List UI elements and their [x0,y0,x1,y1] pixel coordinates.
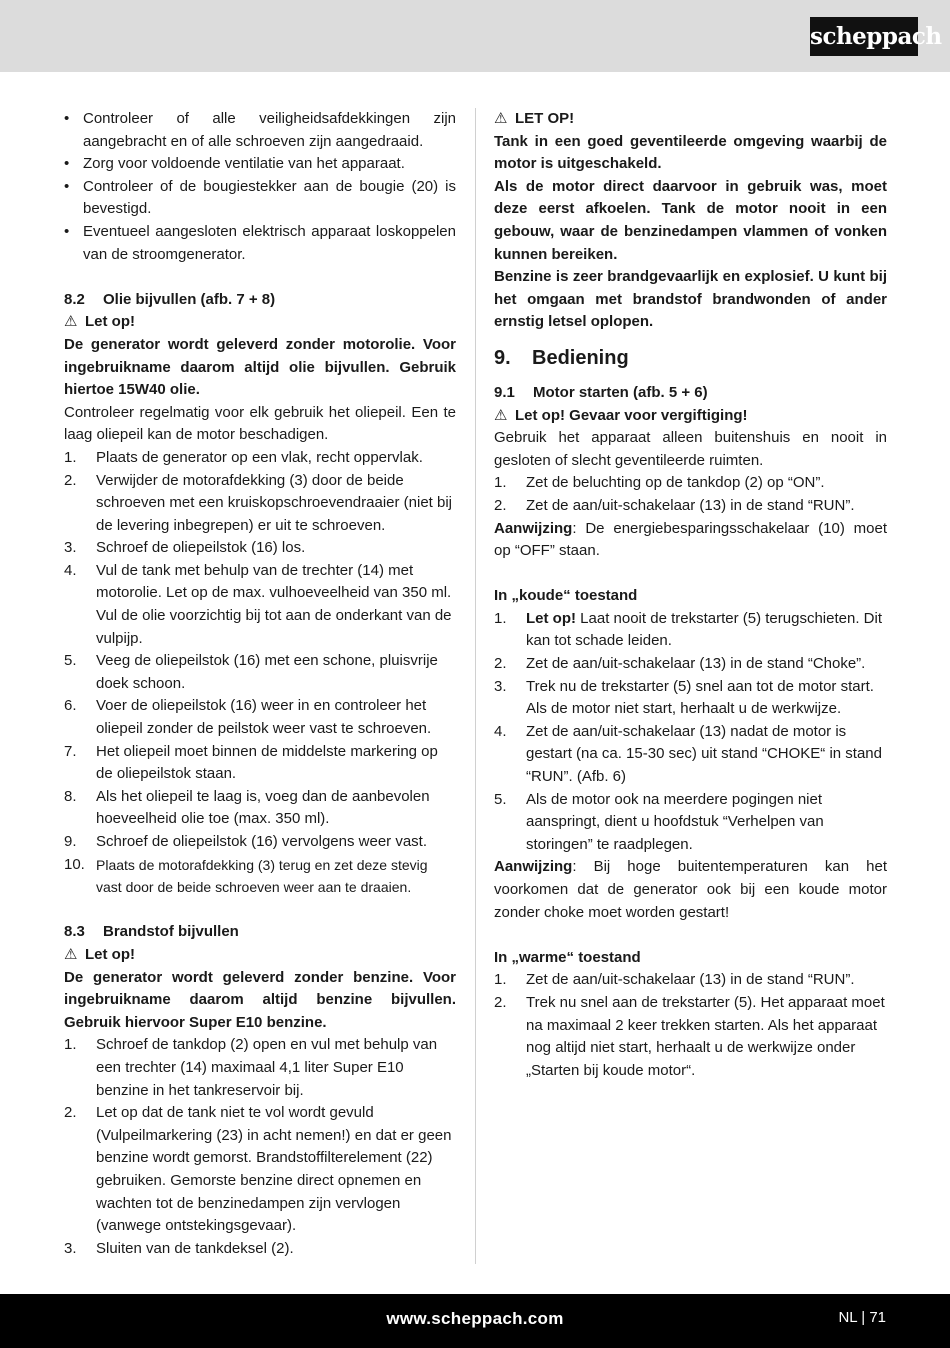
warning-label: ⚠ Let op! [64,944,456,967]
list-item: 1. Schroef de tankdop (2) open en vul met behulp van een trechter (14) maximaal 4,1 liter Super E10 benzine in het tankreservoir bij. [64,1036,438,1099]
warning-icon: ⚠ [64,945,78,963]
chapter-heading-9: 9. Bediening [494,346,629,369]
list-item: 2. Verwijder de motorafdekking (3) door de beide schroeven met een kruiskopschroevendraaier (niet bij de levering inbegrepen) er uit te schroeven. [64,471,453,534]
section-heading-9-1: 9.1 Motor starten (afb. 5 + 6) [494,383,708,401]
subheading-warm: In „warme“ toestand [494,948,641,966]
section-heading-8-2: 8.2 Olie bijvullen (afb. 7 + 8) [64,290,276,308]
list-item: • Controleer of de bougiestekker aan de bougie (20) is bevestigd. [64,176,456,221]
bullet-icon: • [64,155,70,173]
list-item: 2. Let op dat de tank niet te vol wordt gevuld (Vulpeilmarkering (23) in acht nemen!) en dat er geen benzine wordt gemorst. Brandstoffilterelement (22) gebruiken. Gemorste benzine direct opnemen en wachten tot de benzinedampen zijn vervlogen (vanwege ontstekingsgevaar). [64,1104,452,1235]
warning-label: ⚠ Let op! Gevaar voor vergiftiging! [494,405,887,428]
list-item: 4. Vul de tank met behulp van de trechter (14) met motorolie. Let op de max. vulhoeveelheid van 350 ml. Vul de olie voorzichtig bij tot aan de onderkant van de vulpijp. [64,561,452,647]
list-item: 10. Plaats de motorafdekking (3) terug en zet deze stevig vast door de beide schroeven weer aan te draaien. [64,855,428,896]
list-item: 7. Het oliepeil moet binnen de middelste markering op de oliepeilstok staan. [64,742,438,783]
list-item: 1. Zet de aan/uit-schakelaar (13) in de stand “RUN”. [494,971,855,989]
warning-text: De generator wordt geleverd zonder motorolie. Voor ingebruikname daarom altijd olie bijvullen. Gebruik hiertoe 15W40 olie. [64,335,456,399]
list-item: 3. Trek nu de trekstarter (5) snel aan tot de motor start. Als de motor niet start, herhaalt u de werkwijze. [494,677,874,718]
list-item: 5. Als de motor ook na meerdere pogingen niet aanspringt, dient u hoofdstuk “Verhelpen van storingen” te raadplegen. [494,790,824,853]
note-paragraph: Aanwijzing: Bij hoge buitentemperaturen kan het voorkomen dat de generator ook bij een koude motor zonder choke moet worden gestart! [494,858,887,921]
bullet-icon: • [64,110,70,127]
list-item: 4. Zet de aan/uit-schakelaar (13) nadat de motor is gestart (na ca. 15-30 sec) uit stand “CHOKE“ in stand “RUN”. (Afb. 6) [494,722,882,786]
list-item: 8. Als het oliepeil te laag is, voeg dan de aanbevolen hoeveelheid olie toe (max. 350 ml). [64,787,430,828]
list-item: 3. Sluiten van de tankdeksel (2). [64,1239,294,1257]
bullet-icon: • [64,222,70,240]
list-item: • Zorg voor voldoende ventilatie van het apparaat. [64,153,456,176]
list-item: 5. Veeg de oliepeilstok (16) met een schone, pluisvrije doek schoon. [64,652,438,692]
brand-logo: scheppach [810,17,918,56]
section-heading-8-3: 8.3 Brandstof bijvullen [64,923,239,941]
list-item: 1. Plaats de generator op een vlak, recht oppervlak. [64,448,423,466]
warning-text: Tank in een goed geventileerde omgeving waarbij de motor is uitgeschakeld. [494,132,887,173]
bullet-icon: • [64,177,70,195]
right-column [494,108,887,1082]
list-item: • Eventueel aangesloten elektrisch apparaat loskoppelen van de stroomgenerator. [64,221,456,266]
list-item: 1. Let op! Laat nooit de trekstarter (5) terugschieten. Dit kan tot schade leiden. [494,609,882,650]
footer-bar [0,1294,950,1348]
list-item: • Controleer of alle veiligheidsafdekkingen zijn aangebracht en of alle schroeven zijn aangedraaid. [64,108,456,153]
header-bar [0,0,950,72]
paragraph: Controleer regelmatig voor elk gebruik het oliepeil. Een te laag oliepeil kan de motor beschadigen. [64,403,456,444]
subheading-cold: In „koude“ toestand [494,587,638,605]
paragraph: Gebruik het apparaat alleen buitenshuis en nooit in gesloten of slecht geventileerde ruimten. [494,429,887,469]
warning-label: ⚠ Let op! [64,311,456,334]
warning-text: Als de motor direct daarvoor in gebruik was, moet deze eerst afkoelen. Tank de motor nooit in een gebouw, waar de benzinedampen vlammen of vonken kunnen bereiken. [494,177,887,263]
list-item: 9. Schroef de oliepeilstok (16) vervolgens weer vast. [64,833,427,850]
warning-icon: ⚠ [494,110,508,127]
warning-icon: ⚠ [64,313,78,331]
website-url: www.scheppach.com [386,1309,564,1328]
warning-label: ⚠ LET OP! [494,108,887,131]
warning-text: De generator wordt geleverd zonder benzine. Voor ingebruikname daarom altijd benzine bijvullen. Gebruik hiervoor Super E10 benzine. [64,968,456,1031]
list-item: 3. Schroef de oliepeilstok (16) los. [64,539,306,557]
list-item: 2. Zet de aan/uit-schakelaar (13) in de stand “RUN”. [494,496,855,514]
list-item: 6. Voer de oliepeilstok (16) weer in en controleer het oliepeil zonder de peilstok weer vast te schroeven. [64,697,432,738]
warning-text: Benzine is zeer brandgevaarlijk en explosief. U kunt bij het omgaan met brandstof brandwonden of ander ernstig letsel oplopen. [494,268,887,331]
warning-icon: ⚠ [494,406,508,424]
note-paragraph: Aanwijzing: De energiebesparingsschakelaar (10) moet op “OFF” staan. [494,519,887,560]
left-column [64,108,456,1260]
page-number: NL | 71 [838,1309,886,1326]
list-item: 1. Zet de beluchting op de tankdop (2) op “ON”. [494,474,825,492]
column-divider [475,108,476,1264]
list-item: 2. Zet de aan/uit-schakelaar (13) in de stand “Choke”. [494,655,866,673]
list-item: 2. Trek nu snel aan de trekstarter (5). Het apparaat moet na maximaal 2 keer trekken starten. Als het apparaat nog altijd niet start, herhaalt u de werkwijze onder „Starten bij koude motor“. [494,993,885,1079]
